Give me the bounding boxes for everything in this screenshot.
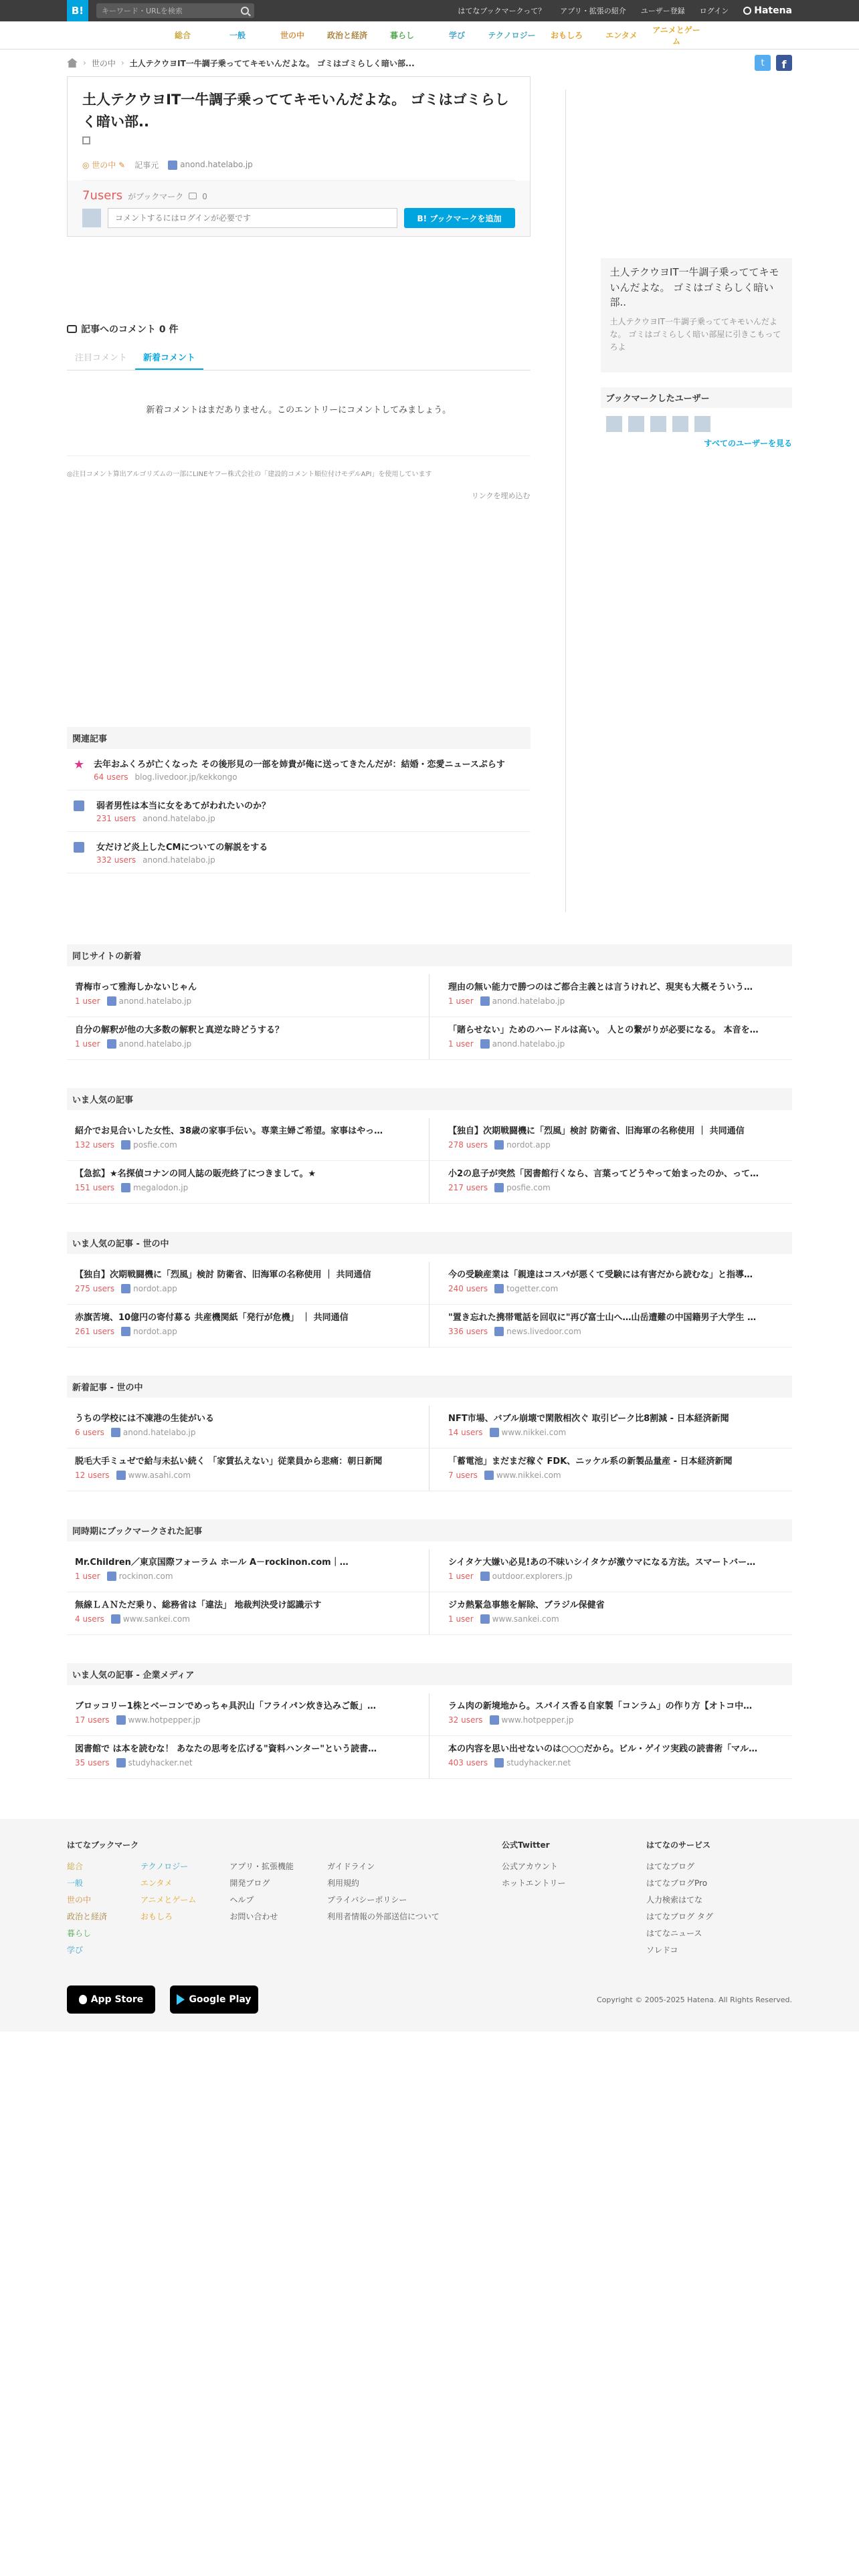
avatar[interactable]	[650, 416, 666, 432]
footer-link[interactable]: 学び	[67, 1945, 84, 1955]
favicon-icon	[107, 1572, 116, 1581]
add-bookmark-button[interactable]: B! ブックマークを追加	[404, 208, 515, 228]
article-domain[interactable]: togetter.com	[506, 1284, 559, 1293]
favicon-icon	[107, 1039, 116, 1049]
hatena-bookmark-logo[interactable]: B!	[67, 0, 88, 21]
article-domain[interactable]: www.asahi.com	[128, 1471, 191, 1480]
home-icon[interactable]	[67, 58, 78, 68]
article-domain[interactable]: outdoor.explorers.jp	[492, 1572, 573, 1581]
article-item[interactable]	[67, 1448, 430, 1491]
favicon-icon	[121, 1183, 130, 1192]
article-domain[interactable]: anond.hatelabo.jp	[118, 1039, 192, 1049]
article-users[interactable]: 6 users	[75, 1428, 104, 1437]
article-domain[interactable]: www.sankei.com	[492, 1614, 559, 1624]
users-count[interactable]: 7users	[82, 189, 123, 203]
article-users[interactable]: 32 users	[448, 1715, 483, 1725]
favicon-icon	[111, 1428, 120, 1437]
article-users[interactable]: 240 users	[448, 1284, 488, 1293]
article-title[interactable]: 本の内容を思い出せないのは○○○だから。ビル・ゲイツ実践の読書術「マル…	[448, 1744, 758, 1754]
article-users[interactable]: 1 user	[448, 1614, 474, 1624]
apple-icon	[79, 1995, 87, 2004]
footer-link[interactable]: はてなブログPro	[646, 1879, 708, 1888]
algorithm-notice: ◎注目コメント算出アルゴリズムの一部にLINEヤフー株式会社の「建設的コメント順位付けモデルAPI」を使用しています	[67, 471, 432, 479]
related-users[interactable]: 64 users	[94, 772, 128, 782]
article-users[interactable]: 261 users	[75, 1327, 115, 1336]
facebook-share-icon[interactable]: f	[776, 55, 792, 71]
article-item[interactable]	[430, 974, 792, 1017]
category-tab[interactable]: 政治と経済	[326, 31, 367, 40]
article-item[interactable]	[67, 1017, 430, 1060]
category-nav	[0, 21, 859, 49]
favicon-icon	[116, 1715, 126, 1725]
breadcrumb	[0, 49, 859, 76]
google-play-button[interactable]	[170, 1985, 258, 2014]
article-domain[interactable]: posfie.com	[506, 1183, 551, 1192]
app-badges	[67, 1985, 792, 2014]
article-title[interactable]: ブロッコリー1株とベーコンでめっちゃ具沢山「フライパン炊き込みご飯」…	[75, 1701, 377, 1711]
breadcrumb-separator: ›	[120, 58, 124, 68]
article-item[interactable]	[430, 1305, 792, 1348]
favicon-icon	[121, 1284, 130, 1293]
favicon-icon	[494, 1140, 504, 1150]
tab-popular-comments[interactable]: 注目コメント	[75, 353, 128, 364]
breadcrumb-separator: ›	[83, 58, 86, 68]
article-domain[interactable]: posfie.com	[133, 1140, 177, 1150]
related-item[interactable]	[67, 832, 531, 873]
comment-input[interactable]	[108, 208, 397, 228]
article-item[interactable]	[430, 1017, 792, 1060]
related-title[interactable]: 女だけど炎上したCMについての解説をする	[96, 843, 268, 853]
category-tab[interactable]: 世の中	[280, 31, 304, 40]
article-title[interactable]: 【独自】次期戦闘機に「烈風」検討 防衛省、旧海軍の名称使用 ｜ 共同通信	[75, 1270, 371, 1280]
entry-title[interactable]: 土人テクウヨIT一牛調子乗っててキモいんだよな。 ゴミはゴミらしく暗い部..	[82, 92, 509, 130]
footer-links-c	[229, 1858, 294, 1959]
external-link-icon[interactable]	[82, 136, 90, 144]
category-tab[interactable]: 学び	[448, 31, 465, 40]
article-item[interactable]	[430, 1736, 792, 1779]
article-domain[interactable]: news.livedoor.com	[506, 1327, 581, 1336]
favicon-icon	[116, 1471, 126, 1480]
related-domain[interactable]: anond.hatelabo.jp	[142, 814, 215, 824]
sidebar-title[interactable]: 土人テクウヨIT一牛調子乗っててキモいんだよな。 ゴミはゴミらしく暗い部..	[609, 266, 779, 308]
footer-link[interactable]: 総合	[67, 1862, 84, 1871]
about-link[interactable]: はてなブックマークって？	[458, 7, 546, 15]
related-domain[interactable]: anond.hatelabo.jp	[142, 855, 215, 865]
article-domain[interactable]: www.hotpepper.jp	[128, 1715, 201, 1725]
favicon-icon	[494, 1284, 504, 1293]
footer-services-heading: はてなのサービス	[646, 1840, 711, 1850]
hatena-bulb-icon	[743, 7, 751, 15]
footer-link[interactable]: はてなブログ タグ	[646, 1912, 713, 1921]
google-play-icon	[177, 1994, 185, 2005]
comment-count: 0	[202, 192, 207, 202]
article-users[interactable]: 132 users	[75, 1140, 115, 1150]
footer-link[interactable]: 一般	[67, 1879, 84, 1888]
article-domain[interactable]: studyhacker.net	[128, 1758, 193, 1767]
google-play-label: Google Play	[189, 1994, 252, 2005]
related-users[interactable]: 231 users	[96, 814, 136, 824]
comment-tabs	[67, 345, 531, 370]
favicon-icon	[107, 996, 116, 1006]
article-title[interactable]: 図書館で は本を読むな！ あなたの思考を広げる"資料ハンター"という読書…	[75, 1744, 377, 1754]
section-heading: いま人気の記事	[67, 1088, 792, 1110]
speech-bubble-icon	[67, 325, 77, 333]
footer-twitter-links	[502, 1858, 646, 1892]
footer-link[interactable]: アプリ・拡張機能	[229, 1862, 294, 1871]
footer-link[interactable]: アニメとゲーム	[140, 1895, 197, 1905]
article-domain[interactable]: anond.hatelabo.jp	[492, 996, 565, 1006]
app-store-label: App Store	[90, 1994, 144, 2005]
source-label: 記事元	[134, 160, 159, 171]
article-users[interactable]: 1 user	[448, 1572, 474, 1581]
login-link[interactable]: ログイン	[699, 7, 729, 15]
category-tab[interactable]: アニメとゲーム	[652, 25, 700, 46]
footer-link[interactable]: ソレドコ	[646, 1945, 678, 1955]
footer	[0, 1819, 859, 2032]
column-divider	[565, 90, 566, 912]
search-icon[interactable]	[241, 7, 249, 15]
main-column	[67, 76, 531, 912]
favicon-icon	[494, 1758, 504, 1767]
sidebar-desc: 土人テクウヨIT一牛調子乗っててキモいんだよな。 ゴミはゴミらしく暗い部屋に引きこもってろよ	[609, 316, 781, 352]
article-title[interactable]: 理由の無い能力で勝つのはご都合主義とは言うけれど、現実も大概そういう…	[448, 982, 753, 992]
footer-link[interactable]: テクノロジー	[140, 1862, 189, 1871]
article-title[interactable]: 「賭らせない」ためのハードルは高い。 人との繋がりが必要になる。 本音を…	[448, 1025, 759, 1035]
category-tab[interactable]: 総合	[174, 31, 191, 40]
tab-new-comments[interactable]: 新着コメント	[135, 345, 203, 370]
article-users[interactable]: 1 user	[75, 996, 100, 1006]
star-icon: ★	[74, 758, 85, 772]
footer-categories-b	[140, 1858, 196, 1959]
article-domain[interactable]: www.nikkei.com	[496, 1471, 561, 1480]
article-title[interactable]: 小2の息子が突然「図書館行くなら、言葉ってどうやって始まったのか、って…	[448, 1169, 759, 1179]
article-title[interactable]: シイタケ大嫌い必見!あの不味いシイタケが激ウマになる方法。スマートバー…	[448, 1558, 756, 1568]
article-title[interactable]: Mr.Children／東京国際フォーラム ホール A－rockinon.com｜…	[75, 1558, 349, 1568]
breadcrumb-current: 土人テクウヨIT一牛調子乗っててキモいんだよな。 ゴミはゴミらしく暗い部...	[129, 58, 415, 68]
twitter-share-icon[interactable]: t	[755, 55, 771, 71]
entry-category-label: 世の中	[92, 160, 116, 171]
apps-link[interactable]: アプリ・拡張の紹介	[560, 7, 626, 15]
comment-icon	[189, 193, 197, 199]
article-section	[67, 1376, 792, 1491]
related-title[interactable]: 弱者男性は本当に女をあてがわれたいのか？	[96, 801, 271, 812]
article-item[interactable]	[67, 1262, 430, 1305]
article-title[interactable]: 無線ＬＡＮただ乗り、総務省は「違法」 地裁判決受け認識示す	[75, 1600, 322, 1610]
article-item[interactable]	[430, 1406, 792, 1448]
top-bar	[0, 0, 859, 21]
article-item[interactable]	[430, 1262, 792, 1305]
article-domain[interactable]: www.sankei.com	[122, 1614, 190, 1624]
article-item[interactable]	[67, 1406, 430, 1448]
favicon-icon	[74, 800, 84, 811]
article-section	[67, 1088, 792, 1204]
brand-name: Hatena	[754, 5, 792, 16]
article-item[interactable]	[67, 1693, 430, 1736]
footer-link[interactable]: エンタメ	[140, 1879, 173, 1888]
article-title[interactable]: 赤旗苦境、10億円の寄付募る 共産機関紙「発行が危機」 ｜ 共同通信	[75, 1313, 349, 1323]
footer-link[interactable]: 開発ブログ	[229, 1879, 270, 1888]
footer-link[interactable]: 人力検索はてな	[646, 1895, 703, 1905]
article-title[interactable]: "置き忘れた携帯電話を回収に"再び富士山へ…山岳遭難の中国籍男子大学生 …	[448, 1313, 757, 1323]
article-title[interactable]: NFT市場、バブル崩壊で閑散相次ぐ 取引ピーク比8割減 - 日本経済新聞	[448, 1414, 729, 1424]
article-title[interactable]: 今の受験産業は「親達はコスパが悪くて受験には有害だから読むな」と指導…	[448, 1270, 753, 1280]
favicon-icon	[111, 1614, 120, 1624]
article-title[interactable]: 紹介でお見合いした女性、38歳の家事手伝い。専業主婦ご希望。家事はやっ…	[75, 1126, 383, 1136]
footer-twitter-heading: 公式Twitter	[502, 1840, 550, 1850]
signup-link[interactable]: ユーザー登録	[640, 7, 685, 15]
favicon-icon	[74, 842, 84, 853]
favicon-icon	[494, 1183, 504, 1192]
search-box	[96, 3, 254, 18]
article-title[interactable]: 脱毛大手ミュゼで給与未払い続く 「家賃払えない」従業員から悲痛：朝日新聞	[75, 1457, 383, 1467]
article-domain[interactable]: www.nikkei.com	[501, 1428, 567, 1437]
article-domain[interactable]: nordot.app	[133, 1284, 177, 1293]
category-tab[interactable]: おもしろ	[550, 31, 583, 40]
comments-heading	[67, 322, 531, 336]
article-users[interactable]: 7 users	[448, 1471, 478, 1480]
article-section	[67, 944, 792, 1060]
article-domain[interactable]: anond.hatelabo.jp	[122, 1428, 196, 1437]
article-domain[interactable]: studyhacker.net	[506, 1758, 571, 1767]
footer-categories-a	[67, 1858, 107, 1959]
entry-box	[67, 76, 531, 237]
article-item[interactable]	[67, 974, 430, 1017]
article-domain[interactable]: rockinon.com	[118, 1572, 173, 1581]
article-title[interactable]: ジカ熱緊急事態を解除、ブラジル保健省	[448, 1600, 605, 1610]
section-heading: いま人気の記事 - 世の中	[67, 1232, 792, 1254]
footer-link[interactable]: 政治と経済	[67, 1912, 108, 1921]
article-item[interactable]	[67, 1592, 430, 1635]
favicon-icon	[484, 1471, 494, 1480]
favicon-icon	[168, 160, 177, 170]
article-users[interactable]: 403 users	[448, 1758, 488, 1767]
article-sections	[0, 944, 859, 1779]
article-item[interactable]	[67, 1118, 430, 1161]
section-heading: 新着記事 - 世の中	[67, 1376, 792, 1398]
footer-links-d	[327, 1858, 440, 1959]
related-title[interactable]: 去年おふくろが亡くなった その後形見の一部を姉貴が俺に送ってきたんだが：結婚・恋愛ニュースぷらす	[94, 760, 505, 770]
article-title[interactable]: 青梅市って雅海しかないじゃん	[75, 982, 197, 992]
article-item[interactable]	[430, 1693, 792, 1736]
article-users[interactable]: 4 users	[75, 1614, 104, 1624]
footer-services	[646, 1858, 713, 1959]
search-input[interactable]	[102, 7, 241, 15]
footer-link[interactable]: 公式アカウント	[502, 1862, 558, 1871]
article-item[interactable]	[430, 1448, 792, 1491]
article-users[interactable]: 1 user	[75, 1039, 100, 1049]
footer-link[interactable]: プライバシーポリシー	[326, 1895, 407, 1905]
category-tab[interactable]: 暮らし	[389, 31, 414, 40]
bookmark-area	[68, 181, 530, 236]
article-item[interactable]	[430, 1549, 792, 1592]
article-item[interactable]	[430, 1592, 792, 1635]
related-domain[interactable]: blog.livedoor.jp/kekkongo	[134, 772, 237, 782]
favicon-icon	[480, 996, 490, 1006]
article-title[interactable]: ラム肉の新境地から。スパイス香る自家製「コンラム」の作り方【オトコ中…	[448, 1701, 753, 1711]
related-users[interactable]: 332 users	[96, 855, 136, 865]
article-users[interactable]: 336 users	[448, 1327, 488, 1336]
favicon-icon	[480, 1039, 490, 1049]
footer-link[interactable]: お問い合わせ	[229, 1912, 278, 1921]
footer-link[interactable]: ホットエントリー	[502, 1879, 566, 1888]
share-buttons	[755, 55, 792, 71]
no-comments-message: 新着コメントはまだありません。このエントリーにコメントしてみましょう。	[67, 370, 531, 456]
article-users[interactable]: 151 users	[75, 1183, 115, 1192]
sidebar	[601, 76, 792, 912]
article-users[interactable]: 1 user	[448, 996, 474, 1006]
related-articles	[67, 727, 531, 873]
footer-link[interactable]: ヘルプ	[229, 1895, 254, 1905]
article-domain[interactable]: www.hotpepper.jp	[501, 1715, 574, 1725]
copyright: Copyright © 2005-2025 Hatena. All Rights Reserved.	[596, 1995, 792, 2004]
footer-bookmark-heading: はてなブックマーク	[67, 1840, 139, 1850]
article-users[interactable]: 1 user	[75, 1572, 100, 1581]
favicon-icon	[116, 1758, 126, 1767]
embed-link[interactable]: リンクを埋め込む	[471, 492, 531, 501]
source-domain[interactable]	[168, 160, 253, 170]
related-item[interactable]	[67, 749, 531, 790]
bookmark-label: がブックマーク	[128, 192, 184, 202]
app-store-button[interactable]	[67, 1985, 155, 2014]
favicon-icon	[480, 1572, 490, 1581]
favicon-icon	[494, 1327, 504, 1336]
article-section	[67, 1232, 792, 1348]
bookmarked-users	[601, 408, 792, 435]
source-domain-text: anond.hatelabo.jp	[180, 160, 253, 170]
see-all-users-link[interactable]: すべてのユーザーを見る	[704, 439, 792, 449]
footer-link[interactable]: 利用者情報の外部送信について	[326, 1912, 440, 1921]
avatar[interactable]	[694, 416, 710, 432]
article-item[interactable]	[430, 1118, 792, 1161]
category-tab[interactable]: エンタメ	[605, 31, 638, 40]
footer-link[interactable]: 暮らし	[67, 1929, 92, 1938]
article-users[interactable]: 12 users	[75, 1471, 110, 1480]
article-item[interactable]	[67, 1549, 430, 1592]
article-section	[67, 1519, 792, 1635]
article-domain[interactable]: megalodon.jp	[133, 1183, 189, 1192]
article-title[interactable]: 【独自】次期戦闘機に「烈風」検討 防衛省、旧海軍の名称使用 ｜ 共同通信	[448, 1126, 745, 1136]
footer-link[interactable]: ガイドライン	[326, 1862, 375, 1871]
article-item[interactable]	[430, 1161, 792, 1204]
article-item[interactable]	[67, 1161, 430, 1204]
hatena-logo[interactable]	[743, 5, 792, 16]
favicon-icon	[121, 1140, 130, 1150]
article-users[interactable]: 1 user	[448, 1039, 474, 1049]
article-title[interactable]: 自分の解釈が他の大多数の解釈と真逆な時どうする？	[75, 1025, 284, 1035]
breadcrumb-category[interactable]: 世の中	[91, 58, 116, 68]
article-users[interactable]: 217 users	[448, 1183, 488, 1192]
related-item[interactable]	[67, 790, 531, 832]
article-users[interactable]: 17 users	[75, 1715, 110, 1725]
footer-link[interactable]: 世の中	[67, 1895, 92, 1905]
article-title[interactable]: 「蓄電池」まだまだ稼ぐ FDK、ニッケル系の新製品量産 - 日本経済新聞	[448, 1457, 733, 1467]
section-heading: 同じサイトの新着	[67, 944, 792, 966]
section-heading: いま人気の記事 - 企業メディア	[67, 1663, 792, 1685]
sidebar-summary	[601, 258, 792, 372]
favicon-icon	[490, 1715, 499, 1725]
article-users[interactable]: 278 users	[448, 1140, 488, 1150]
article-item[interactable]	[67, 1736, 430, 1779]
footer-link[interactable]: 利用規約	[326, 1879, 359, 1888]
bookmarked-users-heading: ブックマークしたユーザー	[601, 387, 792, 408]
favicon-icon	[490, 1428, 499, 1437]
article-users[interactable]: 14 users	[448, 1428, 483, 1437]
entry-meta	[82, 159, 515, 181]
avatar[interactable]	[672, 416, 688, 432]
avatar[interactable]	[606, 416, 622, 432]
entry-category[interactable]: ◎ 世の中 ✎	[82, 160, 126, 171]
article-item[interactable]	[67, 1305, 430, 1348]
article-domain[interactable]: anond.hatelabo.jp	[118, 996, 192, 1006]
favicon-icon	[480, 1614, 490, 1624]
avatar	[82, 209, 101, 227]
related-heading: 関連記事	[67, 727, 531, 749]
article-domain[interactable]: anond.hatelabo.jp	[492, 1039, 565, 1049]
article-users[interactable]: 275 users	[75, 1284, 115, 1293]
article-domain[interactable]: nordot.app	[133, 1327, 177, 1336]
comments-heading-text: 記事へのコメント 0 件	[81, 324, 179, 336]
article-domain[interactable]: nordot.app	[506, 1140, 551, 1150]
footer-link[interactable]: おもしろ	[140, 1912, 173, 1921]
footer-link[interactable]: はてなブログ	[646, 1862, 695, 1871]
article-users[interactable]: 35 users	[75, 1758, 110, 1767]
avatar[interactable]	[628, 416, 644, 432]
category-tab[interactable]: テクノロジー	[488, 31, 536, 40]
favicon-icon	[121, 1327, 130, 1336]
article-title[interactable]: うちの学校には不凍港の生徒がいる	[75, 1414, 215, 1424]
section-heading: 同時期にブックマークされた記事	[67, 1519, 792, 1541]
comment-form	[82, 208, 515, 228]
top-links	[458, 5, 792, 16]
category-tab[interactable]: 一般	[229, 31, 246, 40]
article-section	[67, 1663, 792, 1779]
footer-link[interactable]: はてなニュース	[646, 1929, 702, 1938]
article-title[interactable]: 【急拡】★名探偵コナンの同人誌の販売終了につきまして。★	[75, 1169, 316, 1179]
